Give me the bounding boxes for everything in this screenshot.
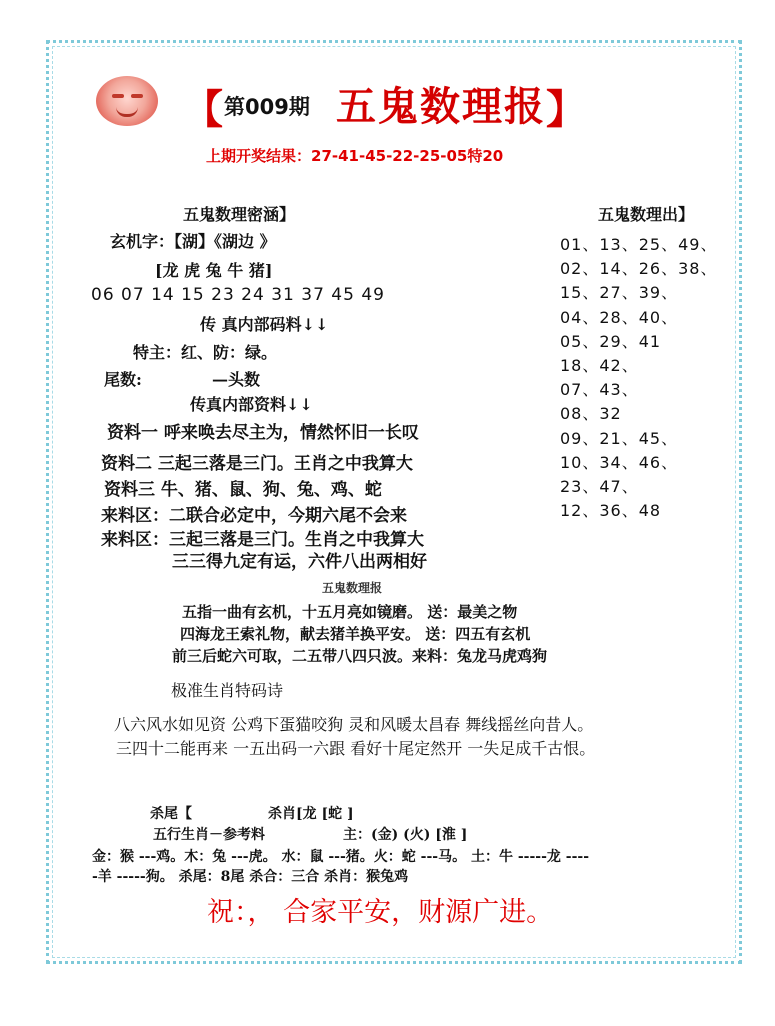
- ziliao-2: 资料二 三起三落是三门。王肖之中我算大: [101, 454, 413, 474]
- tezhu-text: 特主：红、防：绿。: [133, 343, 278, 362]
- zhu-label: 主：(金) (火) [淮 ]: [343, 827, 468, 843]
- shawei-label: 杀尾【: [150, 806, 192, 822]
- title-bracket-close: 】: [546, 87, 586, 133]
- wuxing-line-b: -羊 -----狗。 杀尾：8尾 杀合：三合 杀肖：猴兔鸡: [92, 869, 409, 885]
- ziliao-1: 资料一 呼来唤去尽主为，情然怀旧一长叹: [107, 423, 419, 443]
- middle-line-2: 四海龙王索礼物，献去猪羊换平安。 送：四五有玄机: [180, 625, 531, 643]
- right-number-row: 04、28、40、: [560, 308, 679, 327]
- right-number-row: 08、32: [560, 404, 622, 423]
- laiqu-3: 三三得九定有运，六件八出两相好: [172, 552, 427, 572]
- right-number-row: 05、29、41: [560, 332, 662, 351]
- poem-line-1: 八六风水如见资 公鸡下蛋猫咬狗 灵和风暖太昌春 舞线摇丝向昔人。: [114, 715, 594, 734]
- right-number-row: 18、42、: [560, 356, 639, 375]
- left-section-title: 五鬼数理密涵】: [183, 205, 296, 224]
- right-number-row: 10、34、46、: [560, 453, 679, 472]
- middle-line-3: 前三后蛇六可取，二五带八四只波。来料：兔龙马虎鸡狗: [172, 647, 548, 665]
- weishu-label: 尾数:: [104, 370, 142, 389]
- ziliao-3: 资料三 牛、猪、鼠、狗、兔、鸡、蛇: [104, 480, 382, 500]
- middle-subtitle: 五鬼数理报: [322, 581, 383, 595]
- xuanji-text: 玄机字：【湖】《湖边 》: [110, 232, 276, 251]
- logo-eye-right: [131, 94, 143, 98]
- title-bracket-open: 【: [183, 87, 223, 133]
- shaxiao-label: 杀肖[龙 [蛇 ]: [268, 806, 354, 822]
- right-section-title: 五鬼数理出】: [598, 205, 695, 224]
- fax-line-2: 传真内部资料↓↓: [190, 395, 313, 414]
- wuxing-label: 五行生肖－参考料: [153, 827, 265, 843]
- number-list: 06 07 14 15 23 24 31 37 45 49: [91, 285, 385, 305]
- right-number-row: 01、13、25、49、: [560, 235, 718, 254]
- logo-mouth: [116, 107, 138, 117]
- laiqu-1: 来料区：二联合必定中，今期六尾不会来: [101, 506, 407, 526]
- middle-line-1: 五指一曲有玄机，十五月亮如镜磨。 送：最美之物: [182, 603, 518, 621]
- mascot-logo-icon: [96, 76, 158, 126]
- poem-line-2: 三四十二能再来 一五出码一六跟 看好十尾定然开 一失足成千古恨。: [116, 739, 596, 758]
- wuxing-line-a: 金：猴 ---鸡。木：兔 ---虎。 水：鼠 ---猪。火：蛇 ---马。 土：牛 -----龙 ----: [92, 849, 590, 865]
- weishu-value: —头数: [212, 370, 261, 389]
- right-number-row: 02、14、26、38、: [560, 259, 718, 278]
- issue-number: 第009期: [224, 95, 310, 119]
- fax-line-1: 传 真内部码料↓↓: [200, 315, 329, 334]
- last-result: 上期开奖结果：27-41-45-22-25-05特20: [206, 147, 504, 165]
- right-number-row: 15、27、39、: [560, 283, 679, 302]
- logo-eye-left: [112, 94, 124, 98]
- right-number-row: 09、21、45、: [560, 429, 679, 448]
- right-number-row: 07、43、: [560, 380, 639, 399]
- page-title: 五鬼数理报: [336, 83, 546, 130]
- laiqu-2: 来料区：三起三落是三门。生肖之中我算大: [101, 530, 424, 550]
- right-number-row: 12、36、48: [560, 501, 662, 520]
- right-number-row: 23、47、: [560, 477, 639, 496]
- blessing-text: 祝：， 合家平安，财源广进。: [207, 897, 554, 928]
- zodiac-list: [龙 虎 兔 牛 猪]: [155, 261, 273, 280]
- poem-title: 极准生肖特码诗: [171, 681, 284, 700]
